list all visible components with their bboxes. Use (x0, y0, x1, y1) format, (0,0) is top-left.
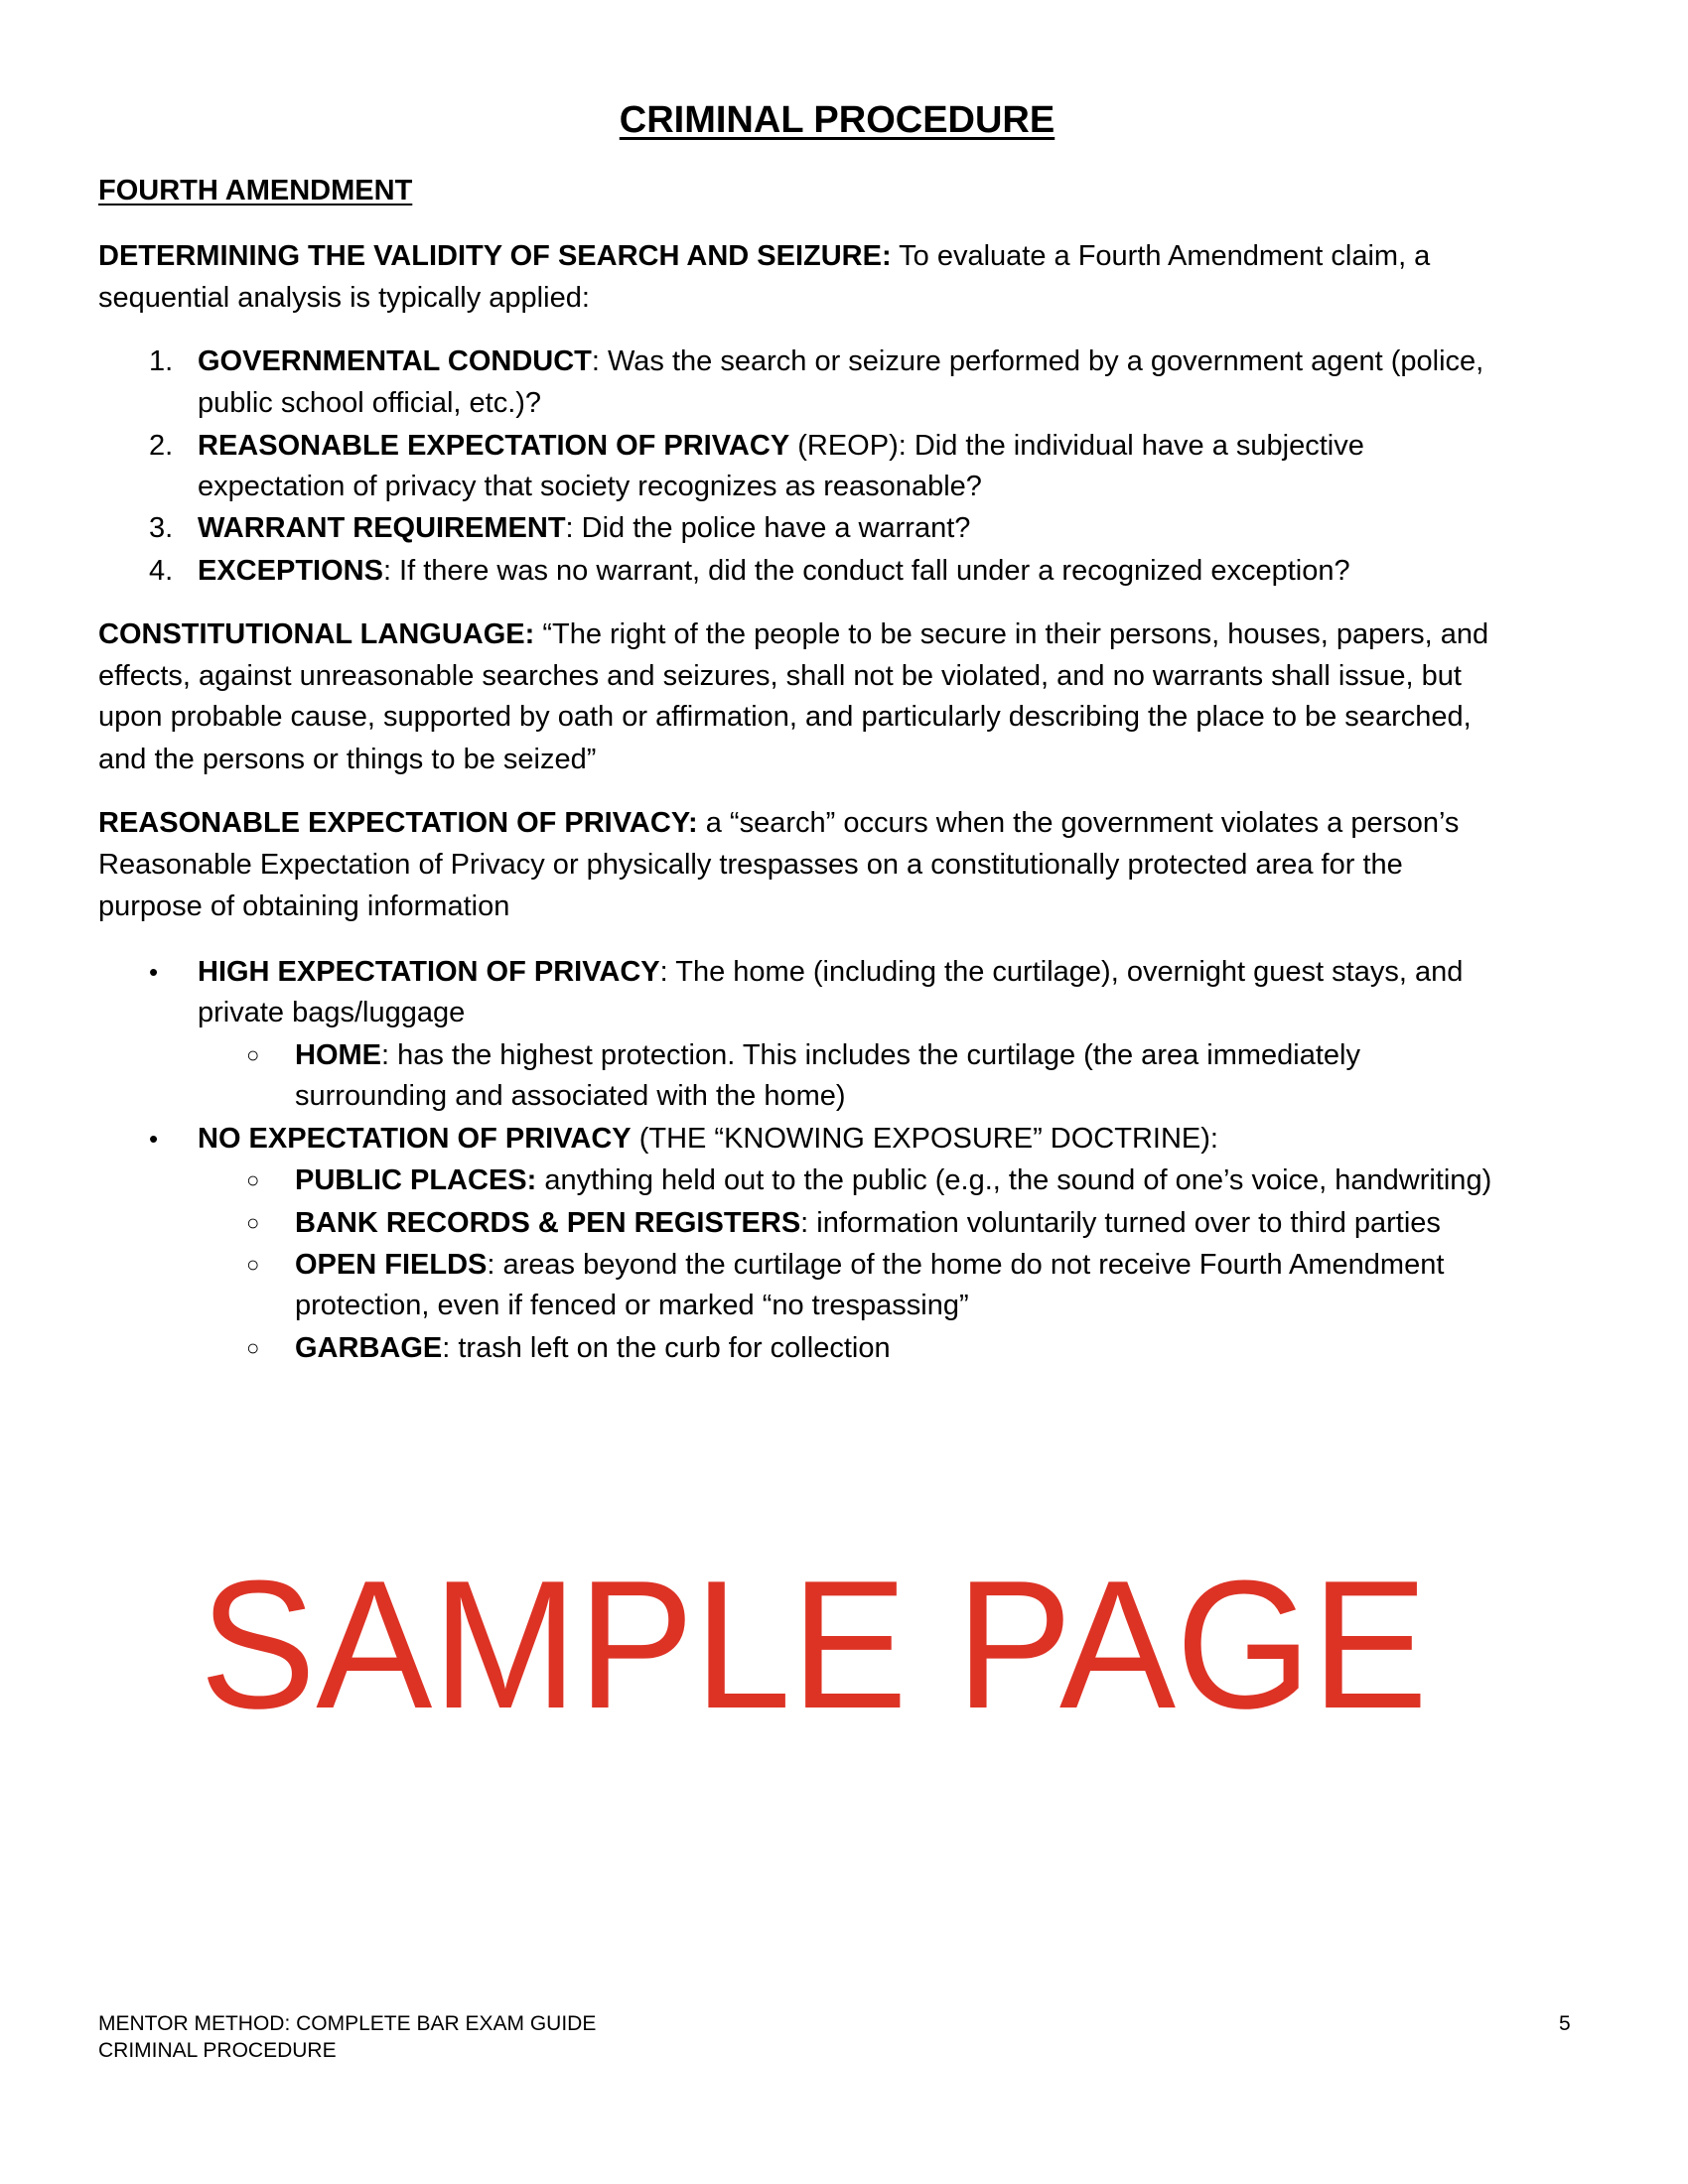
text: : If there was no warrant, did the conduct fall under a recognized exception? (382, 555, 1350, 587)
step-1-cont: public school official, etc.)? (198, 387, 542, 419)
bullet-lead: HIGH EXPECTATION OF PRIVACY (198, 956, 660, 988)
public-places-item (295, 1160, 1491, 1201)
step-2 (198, 425, 1364, 467)
step-lead: GOVERNMENTAL CONDUCT (198, 345, 592, 377)
footer-section: CRIMINAL PROCEDURE (98, 2039, 337, 2062)
list-number: 3. (149, 512, 174, 544)
step-lead: EXCEPTIONS (198, 555, 383, 587)
bullet-icon: • (149, 1124, 159, 1154)
constitutional-line-1 (98, 614, 1488, 655)
text: : information voluntarily turned over to third parties (800, 1207, 1441, 1239)
sub-lead: BANK RECORDS & PEN REGISTERS (295, 1207, 801, 1239)
reop-lead: REASONABLE EXPECTATION OF PRIVACY: (98, 807, 698, 839)
text: : The home (including the curtilage), overnight guest stays, and (659, 956, 1464, 988)
circle-bullet-icon: ○ (246, 1167, 260, 1192)
constitutional-line-4: and the persons or things to be seized” (98, 744, 597, 775)
constitutional-lead: CONSTITUTIONAL LANGUAGE: (98, 618, 535, 650)
bullet-lead: NO EXPECTATION OF PRIVACY (198, 1123, 632, 1155)
text: : Did the police have a warrant? (565, 512, 971, 544)
step-lead: WARRANT REQUIREMENT (198, 512, 566, 544)
constitutional-line-3: upon probable cause, supported by oath or affirmation, and particularly describing the place to be searched, (98, 701, 1472, 733)
garbage-item (295, 1327, 891, 1369)
sub-lead: HOME (295, 1039, 381, 1071)
text: a “search” occurs when the government violates a person’s (697, 807, 1460, 839)
text: “The right of the people to be secure in their persons, houses, papers, and (534, 618, 1489, 650)
step-lead: REASONABLE EXPECTATION OF PRIVACY (198, 430, 790, 462)
circle-bullet-icon: ○ (246, 1042, 260, 1067)
reop-line-3: purpose of obtaining information (98, 890, 510, 922)
reop-line-1 (98, 802, 1459, 844)
validity-line-2: sequential analysis is typically applied: (98, 282, 590, 314)
text: To evaluate a Fourth Amendment claim, a (891, 240, 1431, 272)
high-privacy-cont: private bags/luggage (198, 997, 466, 1028)
open-fields-item (295, 1244, 1444, 1286)
circle-bullet-icon: ○ (246, 1252, 260, 1277)
sub-lead: OPEN FIELDS (295, 1249, 488, 1281)
text: (THE “KNOWING EXPOSURE” DOCTRINE): (631, 1123, 1218, 1155)
circle-bullet-icon: ○ (246, 1335, 260, 1360)
footer-guide-title: MENTOR METHOD: COMPLETE BAR EXAM GUIDE (98, 2012, 597, 2035)
reop-line-2: Reasonable Expectation of Privacy or physically trespasses on a constitutionally protected area for the (98, 849, 1403, 881)
watermark-text: SAMPLE PAGE (200, 1542, 1428, 1746)
sub-lead: PUBLIC PLACES: (295, 1164, 537, 1196)
page-title: CRIMINAL PROCEDURE (619, 99, 1055, 141)
circle-bullet-icon: ○ (246, 1210, 260, 1235)
high-privacy (198, 951, 1463, 993)
step-1 (198, 341, 1483, 382)
text: : has the highest protection. This includes the curtilage (the area immediately (381, 1039, 1360, 1071)
step-3 (198, 507, 970, 549)
constitutional-line-2: effects, against unreasonable searches and seizures, shall not be violated, and no warrants shall issue, but (98, 660, 1462, 692)
validity-line-1 (98, 235, 1430, 277)
home-item (295, 1034, 1360, 1076)
text: : Was the search or seizure performed by a government agent (police, (591, 345, 1484, 377)
text: : areas beyond the curtilage of the home do not receive Fourth Amendment (487, 1249, 1445, 1281)
text: anything held out to the public (e.g., the sound of one’s voice, handwriting) (536, 1164, 1492, 1196)
page-number: 5 (1559, 2012, 1571, 2035)
list-number: 4. (149, 555, 174, 587)
home-item-cont: surrounding and associated with the home) (295, 1080, 846, 1112)
step-2-cont: expectation of privacy that society recognizes as reasonable? (198, 471, 982, 502)
bullet-icon: • (149, 957, 159, 987)
step-4 (198, 550, 1350, 592)
list-number: 2. (149, 430, 174, 462)
validity-lead: DETERMINING THE VALIDITY OF SEARCH AND SEIZURE: (98, 240, 892, 272)
sub-lead: GARBAGE (295, 1332, 443, 1364)
text: : trash left on the curb for collection (442, 1332, 891, 1364)
section-heading: FOURTH AMENDMENT (98, 175, 413, 206)
open-fields-cont: protection, even if fenced or marked “no trespassing” (295, 1290, 969, 1321)
bank-records-item (295, 1202, 1441, 1244)
text: (REOP): Did the individual have a subjective (789, 430, 1364, 462)
list-number: 1. (149, 345, 174, 377)
no-privacy (198, 1118, 1218, 1160)
